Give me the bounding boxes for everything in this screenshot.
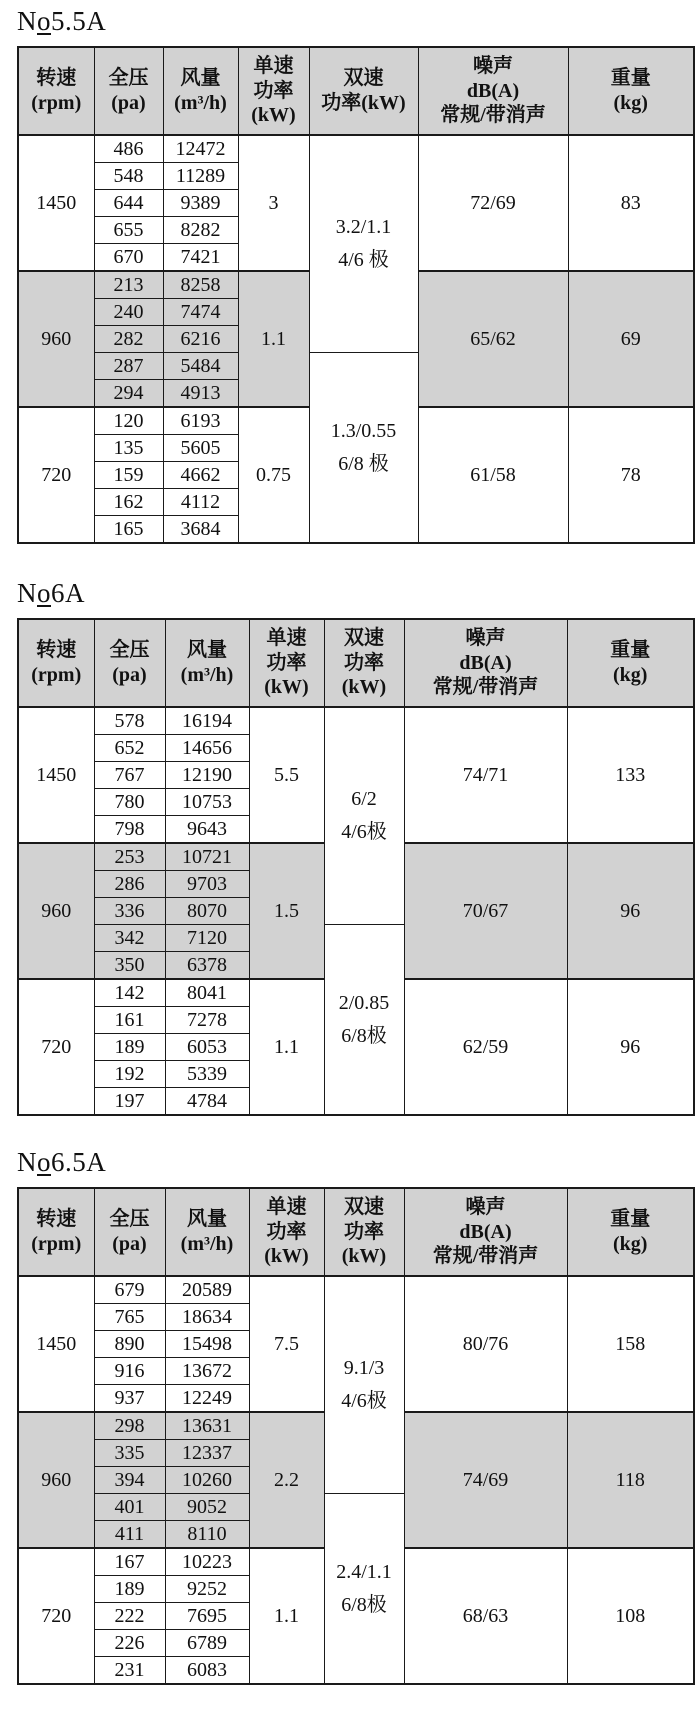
header-line: 双速 — [344, 1195, 384, 1218]
model-title-no6.5a — [17, 1147, 693, 1177]
pressure-cell: 161 — [94, 1007, 165, 1034]
table-header — [18, 47, 694, 135]
noise-cell: 61/58 — [418, 407, 568, 543]
dual-power-value: 2/0.85 — [338, 991, 390, 1014]
noise-cell: 62/59 — [404, 979, 567, 1115]
model-title-no6a — [17, 578, 693, 608]
table-section-no6a — [17, 578, 693, 1116]
weight-cell: 83 — [568, 135, 694, 271]
pressure-cell: 679 — [94, 1276, 165, 1304]
pressure-cell: 213 — [94, 271, 163, 299]
airflow-cell: 9052 — [165, 1494, 249, 1521]
single-power-cell: 1.1 — [249, 979, 324, 1115]
table-row — [18, 135, 694, 163]
header-line: 全压 — [108, 67, 149, 90]
table-row — [18, 707, 694, 735]
header-line: (m³/h) — [180, 664, 234, 686]
airflow-cell: 9389 — [163, 190, 238, 217]
airflow-cell: 6378 — [165, 952, 249, 980]
header-line: (rpm) — [31, 664, 82, 686]
weight-cell: 158 — [567, 1276, 694, 1412]
table-row — [18, 1276, 694, 1304]
header-line: 风量 — [187, 1208, 227, 1231]
airflow-cell: 20589 — [165, 1276, 249, 1304]
header-line: (kW) — [264, 1245, 309, 1268]
rpm-cell: 960 — [18, 843, 94, 979]
model-title-no5.5a — [17, 6, 693, 36]
airflow-cell: 10260 — [165, 1467, 249, 1494]
single-power-cell: 5.5 — [249, 707, 324, 843]
header-line: dB(A) — [459, 651, 512, 674]
pressure-cell: 197 — [94, 1088, 165, 1116]
weight-cell: 78 — [568, 407, 694, 543]
table-header — [18, 1188, 694, 1276]
airflow-cell: 7695 — [165, 1603, 249, 1630]
dual-power-cell — [324, 707, 404, 925]
header-line: (pa) — [112, 664, 147, 686]
header-line: (pa) — [111, 92, 146, 114]
weight-cell: 118 — [567, 1412, 694, 1548]
pressure-cell: 336 — [94, 898, 165, 925]
dual-power-value: 9.1/3 — [343, 1357, 385, 1379]
pressure-cell: 165 — [94, 516, 163, 544]
col-header-dual-power — [309, 47, 418, 135]
header-line: (kW) — [341, 676, 387, 699]
dual-power-value: 2.4/1.1 — [336, 1560, 392, 1583]
pressure-cell: 286 — [94, 871, 165, 898]
pressure-cell: 765 — [94, 1304, 165, 1331]
airflow-cell: 6216 — [163, 326, 238, 353]
pressure-cell: 798 — [94, 816, 165, 844]
airflow-cell: 12190 — [165, 762, 249, 789]
header-line: 全压 — [109, 639, 150, 662]
airflow-cell: 8110 — [165, 1521, 249, 1549]
col-header-speed — [18, 619, 94, 707]
noise-cell: 68/63 — [404, 1548, 567, 1684]
header-line: (m³/h) — [180, 1233, 234, 1255]
pressure-cell: 294 — [94, 380, 163, 408]
col-header-single-power — [238, 47, 309, 135]
header-line: 双速 — [344, 626, 384, 649]
rpm-cell: 960 — [18, 1412, 94, 1548]
single-power-cell: 1.5 — [249, 843, 324, 979]
col-header-noise — [404, 1188, 567, 1276]
col-header-airflow — [165, 1188, 249, 1276]
pressure-cell: 298 — [94, 1412, 165, 1440]
dual-power-poles: 6/8极 — [341, 1024, 387, 1047]
airflow-cell: 12337 — [165, 1440, 249, 1467]
rpm-cell: 1450 — [18, 707, 94, 843]
pressure-cell: 578 — [94, 707, 165, 735]
header-line: 单速 — [266, 1195, 307, 1218]
pressure-cell: 350 — [94, 952, 165, 980]
col-header-single-power — [249, 1188, 324, 1276]
weight-cell: 96 — [567, 979, 694, 1115]
header-line: 功率 — [266, 1220, 307, 1243]
pressure-cell: 226 — [94, 1630, 165, 1657]
header-line: (kg) — [613, 1233, 648, 1255]
airflow-cell: 7278 — [165, 1007, 249, 1034]
header-line: 功率 — [344, 1220, 384, 1243]
header-row — [18, 47, 694, 135]
pressure-cell: 231 — [94, 1657, 165, 1685]
airflow-cell: 5605 — [163, 435, 238, 462]
header-line: 常规/带消声 — [432, 676, 539, 699]
dual-power-poles: 4/6极 — [341, 821, 387, 843]
airflow-cell: 8041 — [165, 979, 249, 1007]
model-title-o: o — [37, 1147, 51, 1177]
col-header-airflow — [165, 619, 249, 707]
dual-power-poles: 6/8极 — [341, 1593, 387, 1616]
airflow-cell: 15498 — [165, 1331, 249, 1358]
header-line: 功率(kW) — [321, 92, 406, 114]
col-header-weight — [567, 619, 694, 707]
airflow-cell: 8258 — [163, 271, 238, 299]
header-line: (kg) — [613, 664, 648, 686]
airflow-cell: 7120 — [165, 925, 249, 952]
fan-spec-tables — [17, 6, 693, 1685]
table-section-no5.5a — [17, 6, 693, 544]
airflow-cell: 12249 — [165, 1385, 249, 1413]
table-header — [18, 619, 694, 707]
rpm-cell: 720 — [18, 407, 94, 543]
weight-cell: 133 — [567, 707, 694, 843]
header-line: 重量 — [610, 67, 651, 90]
airflow-cell: 6053 — [165, 1034, 249, 1061]
weight-cell: 69 — [568, 271, 694, 407]
table-body — [18, 1276, 694, 1684]
col-header-noise — [404, 619, 567, 707]
airflow-cell: 9703 — [165, 871, 249, 898]
pressure-cell: 486 — [94, 135, 163, 163]
airflow-cell: 16194 — [165, 707, 249, 735]
airflow-cell: 8282 — [163, 217, 238, 244]
pressure-cell: 767 — [94, 762, 165, 789]
noise-cell: 72/69 — [418, 135, 568, 271]
model-title-n: N — [17, 6, 37, 36]
pressure-cell: 282 — [94, 326, 163, 353]
col-header-noise — [418, 47, 568, 135]
col-header-weight — [567, 1188, 694, 1276]
airflow-cell: 4662 — [163, 462, 238, 489]
pressure-cell: 394 — [94, 1467, 165, 1494]
header-line: 功率 — [253, 79, 294, 102]
weight-cell: 96 — [567, 843, 694, 979]
model-title-number: 5.5A — [51, 6, 107, 36]
header-line: 功率 — [266, 651, 307, 674]
noise-cell: 80/76 — [404, 1276, 567, 1412]
single-power-cell: 3 — [238, 135, 309, 271]
pressure-cell: 189 — [94, 1034, 165, 1061]
dual-power-poles: 4/6 极 — [338, 249, 389, 271]
table-body — [18, 707, 694, 1115]
pressure-cell: 192 — [94, 1061, 165, 1088]
model-title-n: N — [17, 578, 37, 608]
rpm-cell: 720 — [18, 1548, 94, 1684]
header-line: 风量 — [187, 639, 227, 662]
airflow-cell: 6789 — [165, 1630, 249, 1657]
header-line: (kg) — [613, 92, 648, 114]
pressure-cell: 253 — [94, 843, 165, 871]
dual-power-value: 6/2 — [351, 788, 377, 810]
pressure-cell: 655 — [94, 217, 163, 244]
col-header-speed — [18, 47, 94, 135]
header-line: 转速 — [36, 67, 77, 90]
pressure-cell: 652 — [94, 735, 165, 762]
rpm-cell: 1450 — [18, 135, 94, 271]
airflow-cell: 10721 — [165, 843, 249, 871]
header-line: 常规/带消声 — [432, 1245, 539, 1268]
pressure-cell: 937 — [94, 1385, 165, 1413]
spec-table-no6a — [17, 618, 695, 1116]
header-line: 风量 — [180, 67, 221, 90]
airflow-cell: 4913 — [163, 380, 238, 408]
col-header-pressure — [94, 47, 163, 135]
col-header-dual-power — [324, 1188, 404, 1276]
airflow-cell: 3684 — [163, 516, 238, 544]
pressure-cell: 335 — [94, 1440, 165, 1467]
dual-power-cell — [309, 353, 418, 544]
dual-power-cell — [324, 1276, 404, 1494]
airflow-cell: 7421 — [163, 244, 238, 272]
header-line: 噪声 — [473, 54, 513, 77]
rpm-cell: 720 — [18, 979, 94, 1115]
single-power-cell: 1.1 — [238, 271, 309, 407]
model-title-number: 6.5A — [51, 1147, 107, 1177]
header-row — [18, 1188, 694, 1276]
model-title-n: N — [17, 1147, 37, 1177]
col-header-pressure — [94, 619, 165, 707]
airflow-cell: 13672 — [165, 1358, 249, 1385]
model-title-number: 6A — [51, 578, 85, 608]
pressure-cell: 189 — [94, 1576, 165, 1603]
header-line: (m³/h) — [174, 92, 227, 114]
airflow-cell: 11289 — [163, 163, 238, 190]
dual-power-value: 3.2/1.1 — [335, 216, 392, 238]
dual-power-poles: 6/8 极 — [338, 452, 389, 475]
pressure-cell: 890 — [94, 1331, 165, 1358]
single-power-cell: 0.75 — [238, 407, 309, 543]
header-line: 双速 — [343, 67, 384, 90]
header-line: (kW) — [341, 1245, 387, 1268]
pressure-cell: 342 — [94, 925, 165, 952]
noise-cell: 74/71 — [404, 707, 567, 843]
col-header-pressure — [94, 1188, 165, 1276]
pressure-cell: 548 — [94, 163, 163, 190]
weight-cell: 108 — [567, 1548, 694, 1684]
airflow-cell: 4112 — [163, 489, 238, 516]
header-line: 重量 — [610, 1208, 651, 1231]
dual-power-cell — [324, 925, 404, 1116]
rpm-cell: 1450 — [18, 1276, 94, 1412]
pressure-cell: 240 — [94, 299, 163, 326]
airflow-cell: 4784 — [165, 1088, 249, 1116]
airflow-cell: 6083 — [165, 1657, 249, 1685]
dual-power-poles: 4/6极 — [341, 1390, 387, 1412]
header-line: 常规/带消声 — [440, 104, 546, 127]
airflow-cell: 5339 — [165, 1061, 249, 1088]
airflow-cell: 9643 — [165, 816, 249, 844]
header-line: (rpm) — [31, 92, 82, 114]
header-line: 转速 — [36, 639, 77, 662]
airflow-cell: 10223 — [165, 1548, 249, 1576]
pressure-cell: 120 — [94, 407, 163, 435]
single-power-cell: 1.1 — [249, 1548, 324, 1684]
noise-cell: 74/69 — [404, 1412, 567, 1548]
spec-table-no6.5a — [17, 1187, 695, 1685]
dual-power-cell — [309, 135, 418, 353]
rpm-cell: 960 — [18, 271, 94, 407]
airflow-cell: 18634 — [165, 1304, 249, 1331]
airflow-cell: 13631 — [165, 1412, 249, 1440]
header-line: dB(A) — [459, 1220, 512, 1243]
airflow-cell: 7474 — [163, 299, 238, 326]
model-title-o: o — [37, 6, 51, 36]
pressure-cell: 287 — [94, 353, 163, 380]
col-header-dual-power — [324, 619, 404, 707]
model-title-o: o — [37, 578, 51, 608]
header-line: 单速 — [253, 54, 294, 77]
airflow-cell: 12472 — [163, 135, 238, 163]
pressure-cell: 135 — [94, 435, 163, 462]
header-row — [18, 619, 694, 707]
pressure-cell: 644 — [94, 190, 163, 217]
col-header-single-power — [249, 619, 324, 707]
noise-cell: 70/67 — [404, 843, 567, 979]
airflow-cell: 8070 — [165, 898, 249, 925]
airflow-cell: 14656 — [165, 735, 249, 762]
dual-power-value: 1.3/0.55 — [330, 419, 397, 442]
pressure-cell: 167 — [94, 1548, 165, 1576]
spec-table-no5.5a — [17, 46, 695, 544]
header-line: (pa) — [112, 1233, 147, 1255]
airflow-cell: 5484 — [163, 353, 238, 380]
col-header-speed — [18, 1188, 94, 1276]
header-line: (rpm) — [31, 1233, 82, 1255]
pressure-cell: 411 — [94, 1521, 165, 1549]
header-line: 噪声 — [465, 1195, 506, 1218]
table-section-no6.5a — [17, 1147, 693, 1685]
header-line: 噪声 — [465, 626, 506, 649]
pressure-cell: 916 — [94, 1358, 165, 1385]
col-header-airflow — [163, 47, 238, 135]
pressure-cell: 142 — [94, 979, 165, 1007]
header-line: dB(A) — [466, 79, 520, 102]
pressure-cell: 401 — [94, 1494, 165, 1521]
airflow-cell: 6193 — [163, 407, 238, 435]
header-line: 转速 — [36, 1208, 77, 1231]
pressure-cell: 670 — [94, 244, 163, 272]
noise-cell: 65/62 — [418, 271, 568, 407]
pressure-cell: 222 — [94, 1603, 165, 1630]
pressure-cell: 159 — [94, 462, 163, 489]
pressure-cell: 780 — [94, 789, 165, 816]
header-line: 功率 — [344, 651, 384, 674]
single-power-cell: 7.5 — [249, 1276, 324, 1412]
header-line: 单速 — [266, 626, 307, 649]
col-header-weight — [568, 47, 694, 135]
header-line: (kW) — [264, 676, 309, 699]
dual-power-cell — [324, 1494, 404, 1685]
header-line: (kW) — [251, 104, 296, 127]
table-body — [18, 135, 694, 543]
single-power-cell: 2.2 — [249, 1412, 324, 1548]
header-line: 重量 — [610, 639, 651, 662]
airflow-cell: 10753 — [165, 789, 249, 816]
airflow-cell: 9252 — [165, 1576, 249, 1603]
header-line: 全压 — [109, 1208, 150, 1231]
pressure-cell: 162 — [94, 489, 163, 516]
